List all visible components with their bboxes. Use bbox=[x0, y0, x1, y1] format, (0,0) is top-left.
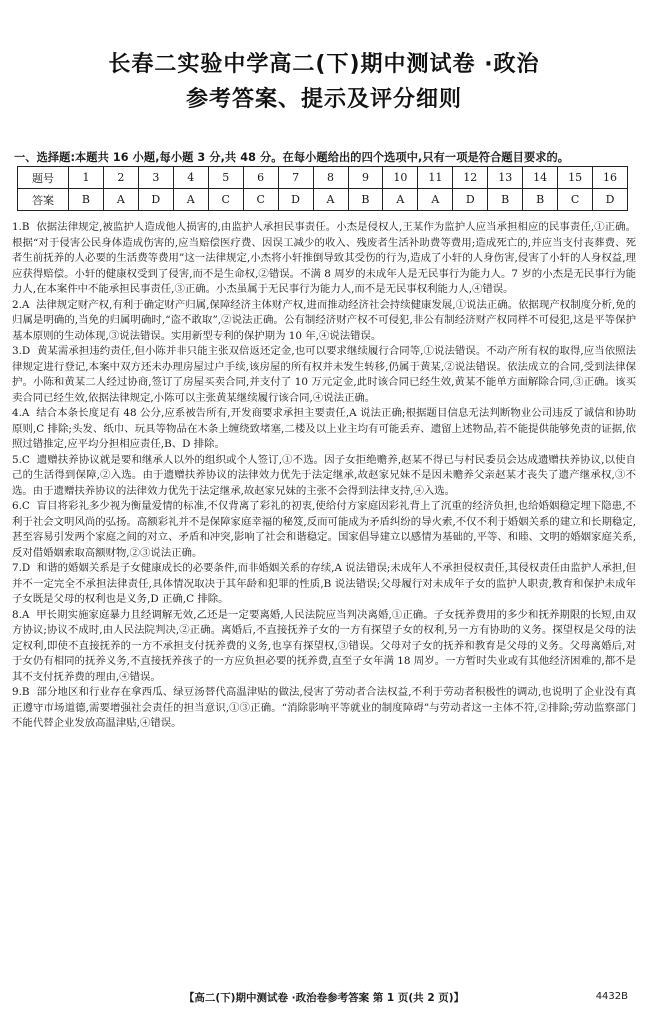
answer-row bbox=[18, 189, 628, 211]
item-label: 5.C bbox=[12, 453, 30, 466]
question-number-cell: 11 bbox=[418, 167, 453, 189]
question-number-cell: 16 bbox=[593, 167, 628, 189]
answer-cell: D bbox=[453, 189, 488, 211]
item-text: 依据法律规定,被监护人造成他人损害的,由监护人承担民事责任。小杰是侵权人,王某作为监护人应当承担相应的民事责任,①正确。根据“对于侵害公民身体造成伤害的,应当赔偿医疗费、因误工减少的收入、残废者生活补助费等费用;造成死亡的,并应当支付丧葬费、死者生前抚养的人必要的生活费等费用”这一法律规定,小杰将小轩推倒导致其受伤的行为,造成了小轩的人身伤害,侵害了小轩的人身权益,理应获得赔偿。小轩的健康权受到了侵害,而不是生命权,②错误。不满 8 周岁的未成年人是无民事行为能力人。7 岁的小杰是无民事行为能力人,在本案件中不能承担民事责任,③正确。小杰虽属于无民事行为能力人,而不是无民事权利能力人,④错误。 bbox=[12, 221, 636, 295]
answer-cell: B bbox=[523, 189, 558, 211]
answer-cell: B bbox=[348, 189, 383, 211]
question-number-cell: 12 bbox=[453, 167, 488, 189]
question-number-cell: 3 bbox=[138, 167, 173, 189]
item-label: 6.C bbox=[12, 500, 30, 512]
item-text: 和谐的婚姻关系是子女健康成长的必要条件,而非婚姻关系的存续,A 说法错误;未成年人不承担侵权责任,其侵权责任由监护人承担,但并不一定完全不承担法律责任,具体情况取决于其年龄和犯罪的性质,B 说法错误;父母履行对未成年子女的监护人职责,教育和保护未成年子女既是父母的权利也是义务,D 正确,C 排除。 bbox=[12, 562, 637, 605]
row-label-number: 题号 bbox=[18, 167, 69, 189]
explanation-item bbox=[12, 220, 636, 298]
explanation-item bbox=[12, 406, 636, 453]
answer-cell: A bbox=[418, 189, 453, 211]
explanation-item bbox=[12, 344, 636, 406]
item-text: 法律规定财产权,有利于确定财产归属,保障经济主体财产权,进而推动经济社会持续健康发展,①说法正确。依据现产权制度分析,免的归属是明确的,当免的归属明确时,“盗不敢取”,②说法正确。公有制经济财产权不可侵犯,非公有制经济财产权同样不可侵犯,这是平等保护基本原则的生动体现,③说法错误。实用新型专利的保护期为 10 年,④说法错误。 bbox=[12, 298, 637, 342]
page-subtitle: 参考答案、提示及评分细则 bbox=[185, 87, 462, 112]
item-label: 1.B bbox=[12, 221, 30, 233]
item-label: 8.A bbox=[12, 608, 30, 621]
question-number-cell: 1 bbox=[69, 167, 104, 189]
question-number-cell: 2 bbox=[103, 167, 138, 189]
question-number-cell: 8 bbox=[313, 167, 348, 189]
question-number-cell: 4 bbox=[173, 167, 208, 189]
row-label-answer: 答案 bbox=[18, 189, 69, 211]
explanation-item bbox=[12, 685, 636, 732]
answer-cell: D bbox=[593, 189, 628, 211]
explanation-item bbox=[12, 453, 636, 500]
answer-cell: A bbox=[313, 189, 348, 211]
item-text: 遗赠扶养协议就是要和继承人以外的组织或个人签订,①不选。因子女拒绝赡养,赵某不得已与村民委员会达成遗赠扶养协议,以使自己的生活得到保障,②入选。由于遗赠扶养协议的法律效力优先于法定继承,故赵家兄妹不是因未赡养父亲赵某才丧失了遗产继承权,③不选。由于遗赠扶养协议的法律效力优先于法定继承,故赵家兄妹的主张不会得到法律支持,④入选。 bbox=[12, 453, 637, 497]
item-text: 盲目将彩礼多少视为衡量爱情的标准,不仅背离了彩礼的初衷,使给付方家庭因彩礼背上了沉重的经济负担,也给婚姻稳定埋下隐患,不利于社会文明风尚的弘扬。高额彩礼并不是保障家庭幸福的秘笈,反而可能成为矛盾纠纷的导火索,不仅不利于婚姻关系的建立和长期稳定,甚至容易引发两个家庭之间的对立、矛盾和冲突,影响了社会和谐稳定。国家倡导建立以感情为基础的,平等、和睦、文明的婚姻家庭关系,反对借婚姻索取高额财物,②③说法正确。 bbox=[12, 500, 636, 559]
document-code: 4432B bbox=[595, 991, 628, 1002]
explanations bbox=[12, 220, 636, 732]
item-text: 结合本条长度足有 48 公分,应系被告所有,开发商要求承担主要责任,A 说法正确;根据题目信息无法判断物业公司违反了诚信和协助原则,C 排除;头发、纸巾、玩具等物品在木条上缠绕致堵塞,二楼及以上业主均有可能丢弃、遗留上述物品,若不能提供能够免责的证据,依照过错推定,应平均分担相应责任,B、D 排除。 bbox=[12, 407, 636, 450]
answer-cell: A bbox=[383, 189, 418, 211]
question-number-cell: 15 bbox=[558, 167, 593, 189]
answer-cell: D bbox=[278, 189, 313, 211]
page-title: 长春二实验中学高二(下)期中测试卷 ·政治 bbox=[108, 52, 540, 77]
question-number-cell: 6 bbox=[243, 167, 278, 189]
item-label: 9.B bbox=[12, 686, 30, 698]
question-number-cell: 7 bbox=[278, 167, 313, 189]
explanation-item bbox=[12, 499, 636, 561]
item-label: 3.D bbox=[12, 345, 31, 357]
answer-cell: C bbox=[208, 189, 243, 211]
answer-cell: D bbox=[138, 189, 173, 211]
item-text: 黄某需承担违约责任,但小陈并非只能主张双倍返还定金,也可以要求继续履行合同等,①说法错误。不动产所有权的取得,应当依照法律规定进行登记,本案中双方还未办理房屋过户手续,该房屋的所有权并未发生转移,仍属于黄某,②说法错误。依法成立的合同,受到法律保护。小陈和黄某二人经过协商,签订了房屋买卖合同,并支付了 10 万元定金,此时该合同已经生效,黄某不能单方面解除合同,③正确。该买卖合同已经生效,依据法律规定,小陈可以主张黄某继续履行该合同,④说法正确。 bbox=[12, 345, 636, 404]
item-label: 2.A bbox=[12, 298, 30, 311]
answer-cell: A bbox=[173, 189, 208, 211]
answer-table bbox=[17, 166, 628, 211]
question-number-row bbox=[18, 167, 628, 189]
answer-cell: C bbox=[243, 189, 278, 211]
page-footer: 【高二(下)期中测试卷 ·政治卷参考答案 第 1 页(共 2 页)】 bbox=[183, 992, 465, 1004]
item-text: 甲长期实施家庭暴力且经调解无效,乙还是一定要离婚,人民法院应当判决离婚,①正确。子女抚养费用的多少和抚养期限的长短,由双方协议;协议不成时,由人民法院判决,②正确。离婚后,不直接抚养子女的一方有探望子女的权利,另一方有协助的义务。探望权是父母的法定权利,即使不直接抚养的一方不承担支付抚养费的义务,也享有探望权,③错误。父母对子女的抚养和教育是父母的义务。父母离婚后,对于女仍有相同的抚养义务,不直接抚养孩子的一方应负担必要的抚养费,直至子女年满 18 周岁。一方暂时失业或有其他经济困难的,都不是其不支付抚养费的理由,④错误。 bbox=[12, 608, 636, 683]
explanation-item bbox=[12, 298, 636, 345]
answer-cell: B bbox=[488, 189, 523, 211]
question-number-cell: 5 bbox=[208, 167, 243, 189]
explanation-item bbox=[12, 561, 636, 608]
question-number-cell: 14 bbox=[523, 167, 558, 189]
item-label: 7.D bbox=[12, 562, 31, 574]
answer-cell: A bbox=[103, 189, 138, 211]
question-number-cell: 9 bbox=[348, 167, 383, 189]
item-text: 部分地区和行业存在拿西瓜、绿豆汤替代高温津贴的做法,侵害了劳动者合法权益,不利于劳动者积极性的调动,也说明了企业没有真正遵守市场道德,需要增强社会责任的担当意识,①③正确。“消除影响平等就业的制度障碍”与劳动者这一主体不符,②排除;劳动监察部门不能代替企业发放高温津贴,④错误。 bbox=[12, 686, 636, 729]
question-number-cell: 13 bbox=[488, 167, 523, 189]
question-number-cell: 10 bbox=[383, 167, 418, 189]
item-label: 4.A bbox=[12, 407, 30, 419]
answer-cell: C bbox=[558, 189, 593, 211]
section-heading: 一、选择题:本题共 16 小题,每小题 3 分,共 48 分。在每小题给出的四个选项中,只有一项是符合题目要求的。 bbox=[14, 151, 570, 164]
answer-cell: B bbox=[69, 189, 104, 211]
explanation-item bbox=[12, 608, 636, 686]
